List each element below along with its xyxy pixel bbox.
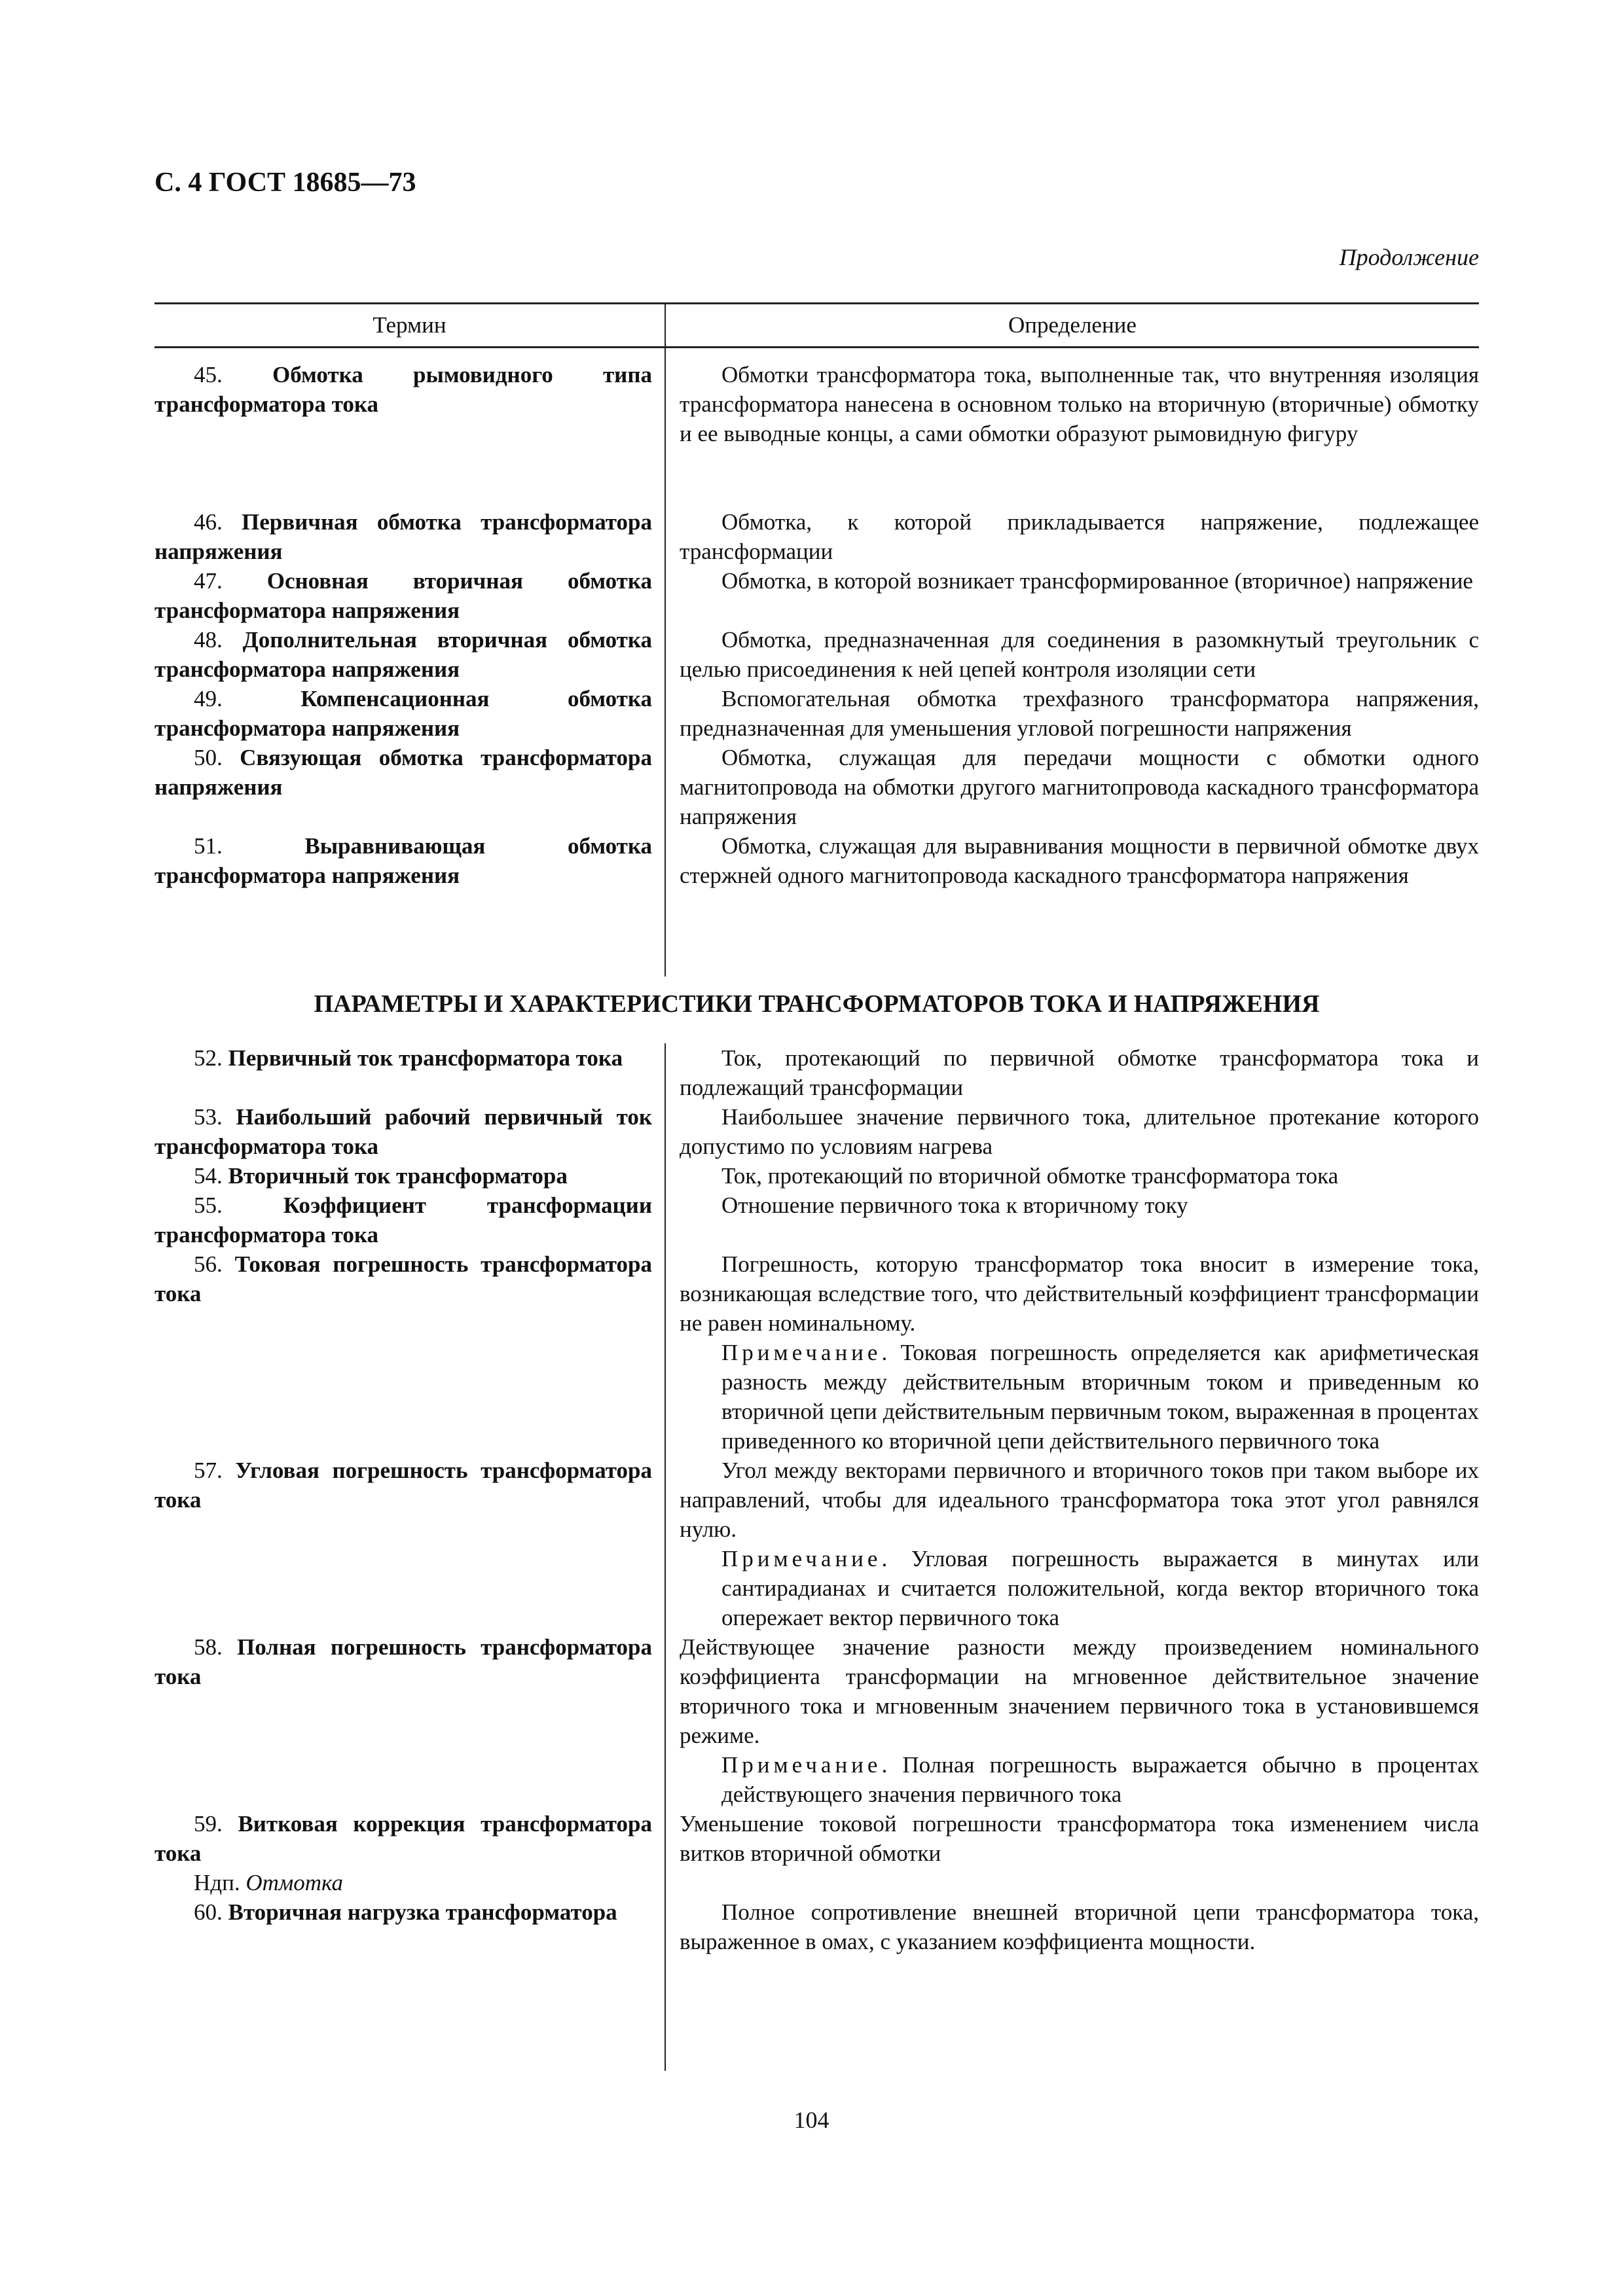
page-number: 104 (793, 2107, 830, 2133)
definition-text: Угол между векторами первичного и вторичного токов при таком выборе их направлений, чтобы для идеального трансформатора тока этот угол равнялся нулю. (680, 1458, 1479, 1542)
table-row (155, 566, 1479, 625)
table-row (155, 360, 1479, 507)
section-title: ПАРАМЕТРЫ И ХАРАКТЕРИСТИКИ ТРАНСФОРМАТОРОВ ТОКА И НАПРЯЖЕНИЯ (314, 990, 1320, 1018)
table-row (155, 1897, 1479, 1956)
definition-text: Уменьшение токовой погрешности трансформатора тока изменением числа витков вторичной обмотки (680, 1811, 1479, 1866)
table-row (155, 1161, 1479, 1191)
definition-column-header: Определение (1008, 312, 1137, 338)
table-row (155, 1102, 1479, 1161)
term-number: 45. (194, 362, 223, 387)
term-text: Вторичная нагрузка трансформатора (228, 1899, 617, 1925)
definition-text: Обмотка, служащая для выравнивания мощности в первичной обмотке двух стержней одного магнитопровода каскадного трансформатора напряжения (680, 833, 1479, 888)
term-number: 55. (194, 1193, 223, 1218)
definition-text: Вспомогательная обмотка трехфазного трансформатора напряжения, предназначенная для уменьшения угловой погрешности напряжения (680, 686, 1479, 741)
document-header: С. 4 ГОСТ 18685—73 (155, 168, 416, 198)
term-number: 60. (194, 1899, 223, 1925)
term-number: 48. (194, 627, 223, 653)
term-number: 52. (194, 1045, 223, 1071)
note-label: Примечание (721, 1546, 882, 1571)
term-text: Первичный ток трансформатора тока (228, 1045, 623, 1071)
term-text: Первичная обмотка трансформатора напряжения (155, 509, 652, 564)
deprecated-term (155, 1868, 652, 1897)
table-row (155, 1191, 1479, 1249)
continuation-label: Продолжение (1339, 244, 1479, 270)
definition-text: Обмотка, к которой прикладывается напряжение, подлежащее трансформации (680, 509, 1479, 564)
table-row (155, 684, 1479, 743)
term-text: Компенсационная обмотка трансформатора напряжения (155, 686, 652, 741)
term-number: 50. (194, 745, 223, 770)
term-text: Наибольший рабочий первичный ток трансформатора тока (155, 1104, 652, 1159)
terms-table-1 (155, 302, 1479, 890)
term-number: 54. (194, 1163, 223, 1189)
term-text: Обмотка рымовидного типа трансформатора тока (155, 362, 652, 417)
table-row (155, 1043, 1479, 1102)
column-divider (665, 1043, 666, 2071)
table-row (155, 831, 1479, 890)
definition-text: Действующее значение разности между произведением номинального коэффициента трансформации на мгновенное действительное значение вторичного тока и мгновенным значением первичного тока в установившемся режиме. (680, 1634, 1479, 1748)
term-text: Связующая обмотка трансформатора напряжения (155, 745, 652, 800)
table-row (155, 1249, 1479, 1456)
column-divider (665, 302, 666, 977)
definition-text: Обмотка, предназначенная для соединения в разомкнутый треугольник с целью присоединения к ней цепей контроля изоляции сети (680, 627, 1479, 682)
term-text: Полная погрешность трансформатора тока (155, 1634, 652, 1689)
note-text (680, 1750, 1479, 1809)
term-number: 47. (194, 568, 223, 594)
table-row (155, 625, 1479, 684)
term-number: 59. (194, 1811, 223, 1837)
table-row (155, 1809, 1479, 1897)
term-text: Угловая погрешность трансформатора тока (155, 1458, 652, 1513)
deprecated-label: Ндп. (194, 1870, 240, 1895)
term-number: 49. (194, 686, 223, 711)
definition-text: Наибольшее значение первичного тока, длительное протекание которого допустимо по условиям нагрева (680, 1104, 1479, 1159)
table-row (155, 507, 1479, 566)
definition-text: Полное сопротивление внешней вторичной цепи трансформатора тока, выраженное в омах, с указанием коэффициента мощности. (680, 1899, 1479, 1954)
term-text: Токовая погрешность трансформатора тока (155, 1251, 652, 1306)
term-text: Основная вторичная обмотка трансформатора напряжения (155, 568, 652, 623)
term-number: 53. (194, 1104, 223, 1130)
note-body: . Токовая погрешность определяется как арифметическая разность между действительным вторичным током и приведенным ко вторичной цепи действительным первичным током, выраженная в процентах приведенного ко вторичной цепи действительного первичного тока (721, 1340, 1479, 1454)
deprecated-term-text: Отмотка (246, 1870, 343, 1895)
definition-text: Обмотки трансформатора тока, выполненные так, что внутренняя изоляция трансформатора нанесена в основном только на вторичную (вторичные) обмотку и ее выводные концы, а сами обмотки образуют рымовидную фигуру (680, 362, 1479, 446)
table-row (155, 743, 1479, 831)
term-number: 58. (194, 1634, 223, 1660)
term-text: Выравнивающая обмотка трансформатора напряжения (155, 833, 653, 888)
term-text: Витковая коррекция трансформатора тока (155, 1811, 652, 1866)
note-label: Примечание (721, 1340, 882, 1365)
definition-text: Погрешность, которую трансформатор тока вносит в измерение тока, возникающая вследствие того, что действительный коэффициент трансформации не равен номинальному. (680, 1251, 1479, 1336)
term-number: 51. (194, 833, 223, 859)
term-number: 57. (194, 1458, 223, 1483)
table-row (155, 1632, 1479, 1809)
note-text (680, 1338, 1479, 1456)
definition-text: Ток, протекающий по вторичной обмотке трансформатора тока (721, 1163, 1339, 1189)
definition-text: Отношение первичного тока к вторичному току (721, 1193, 1188, 1218)
definition-text: Обмотка, служащая для передачи мощности с обмотки одного магнитопровода на обмотки другого магнитопровода каскадного трансформатора напряжения (680, 745, 1479, 829)
note-label: Примечание (721, 1752, 882, 1778)
table-header (155, 302, 1479, 348)
note-text (680, 1544, 1479, 1632)
terms-table-2 (155, 1043, 1479, 1956)
term-number: 46. (194, 509, 223, 535)
note-body: . Угловая погрешность выражается в минутах или сантирадианах и считается положительной, когда вектор вторичного тока опережает вектор первичного тока (721, 1546, 1479, 1630)
term-text: Дополнительная вторичная обмотка трансформатора напряжения (155, 627, 652, 682)
definition-text: Обмотка, в которой возникает трансформированное (вторичное) напряжение (721, 568, 1473, 594)
table-row (155, 1456, 1479, 1632)
term-text: Вторичный ток трансформатора (228, 1163, 568, 1189)
note-body: . Полная погрешность выражается обычно в процентах действующего значения первичного тока (721, 1752, 1479, 1807)
term-column-header: Термин (373, 312, 447, 338)
definition-text: Ток, протекающий по первичной обмотке трансформатора тока и подлежащий трансформации (680, 1045, 1479, 1100)
term-text: Коэффициент трансформации трансформатора тока (155, 1193, 652, 1247)
term-number: 56. (194, 1251, 223, 1277)
